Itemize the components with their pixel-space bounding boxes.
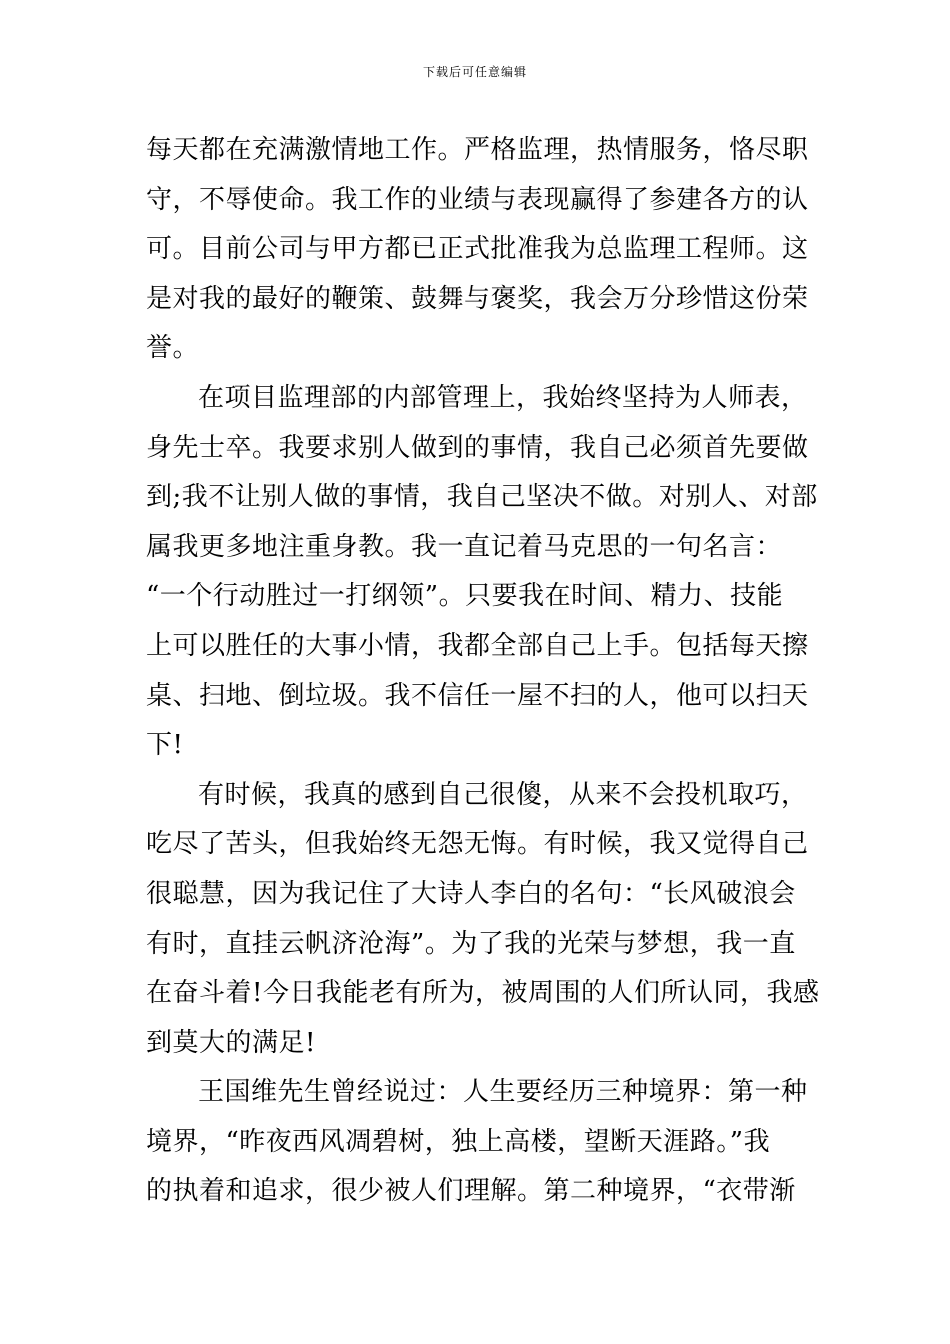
paragraph-1-line: 每天都在充满激情地工作。严格监理，热情服务，恪尽职 <box>146 135 809 165</box>
paragraph-4-line: 的执着和追求，很少被人们理解。第二种境界，“衣带渐 <box>146 1176 796 1207</box>
paragraph-4-line: 境界，“昨夜西风凋碧树，独上高楼，望断天涯路。”我 <box>146 1126 771 1157</box>
paragraph-3-line: 很聪慧，因为我记住了大诗人李白的名句：“长风破浪会 <box>146 878 796 909</box>
paragraph-2-line: 上可以胜任的大事小情，我都全部自己上手。包括每天擦 <box>146 630 809 661</box>
paragraph-1-line: 守，不辱使命。我工作的业绩与表现赢得了参建各方的认 <box>146 184 809 215</box>
paragraph-2-line: 下! <box>146 730 184 761</box>
paragraph-3-line: 有时，直挂云帆济沧海”。为了我的光荣与梦想，我一直 <box>146 928 796 959</box>
paragraph-4-line: 王国维先生曾经说过：人生要经历三种境界：第一种 <box>198 1077 808 1108</box>
paragraph-2-line: 身先士卒。我要求别人做到的事情，我自己必须首先要做 <box>146 432 809 463</box>
paragraph-2-line: 桌、扫地、倒垃圾。我不信任一屋不扫的人，他可以扫天 <box>146 680 809 711</box>
paragraph-3-line: 有时候，我真的感到自己很傻，从来不会投机取巧， <box>198 779 808 810</box>
paragraph-1-line: 可。目前公司与甲方都已正式批准我为总监理工程师。这 <box>146 234 809 265</box>
document-body <box>146 126 820 1217</box>
paragraph-1-line: 誉。 <box>146 333 200 364</box>
paragraph-1-line: 是对我的最好的鞭策、鼓舞与褒奖，我会万分珍惜这份荣 <box>146 283 809 314</box>
paragraph-3-line: 在奋斗着!今日我能老有所为，被周围的人们所认同，我感 <box>146 978 820 1009</box>
paragraph-3-line: 到莫大的满足! <box>146 1027 316 1058</box>
paragraph-2-line: 在项目监理部的内部管理上，我始终坚持为人师表， <box>198 382 808 413</box>
paragraph-2-line: “一个行动胜过一打纲领”。只要我在时间、精力、技能 <box>146 581 784 612</box>
paragraph-2-line: 到;我不让别人做的事情，我自己坚决不做。对别人、对部 <box>146 482 818 513</box>
paragraph-3-line: 吃尽了苦头，但我始终无怨无悔。有时候，我又觉得自己 <box>146 829 809 860</box>
paragraph-2-line: 属我更多地注重身教。我一直记着马克思的一句名言： <box>146 531 783 562</box>
page-header: 下载后可任意编辑 <box>422 65 527 79</box>
